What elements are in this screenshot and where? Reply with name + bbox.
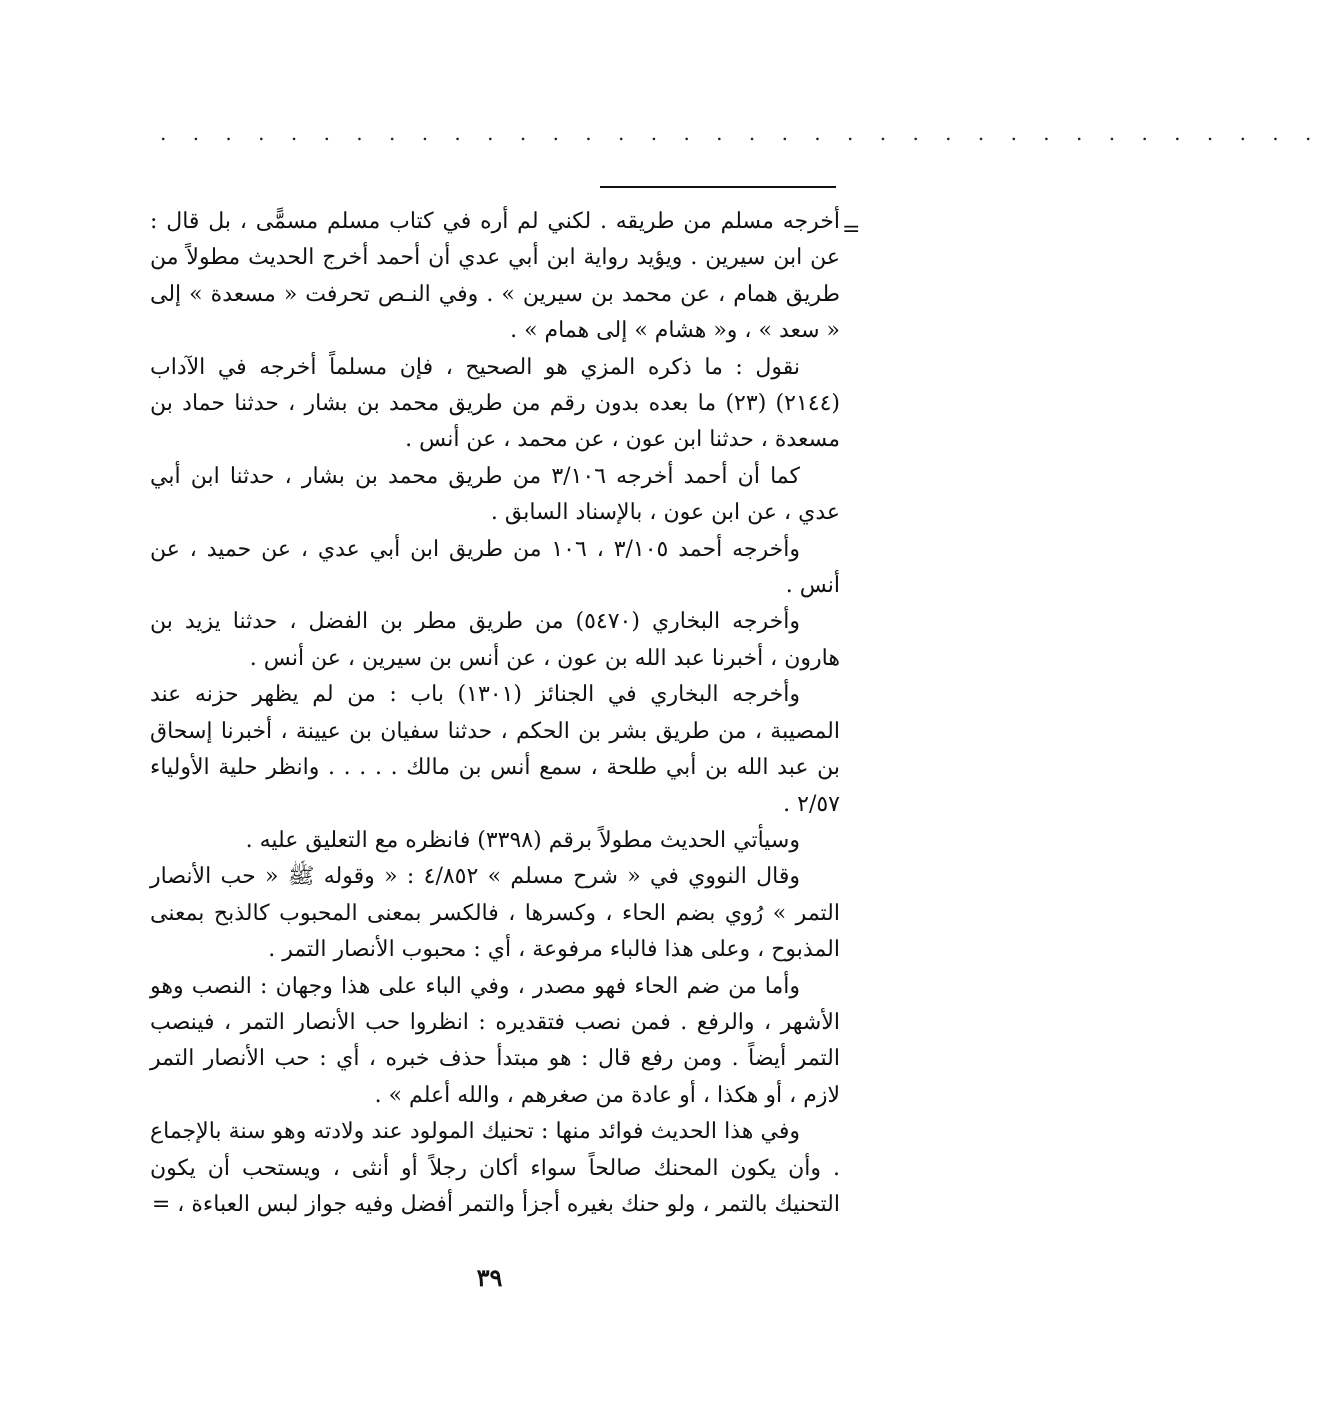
paragraph-3: كما أن أحمد أخرجه ٣/١٠٦ من طريق محمد بن بشار ، حدثنا ابن أبي عدي ، عن ابن عون ، بالإسناد السابق . — [150, 463, 840, 526]
paragraph-8: وقال النووي في « شرح مسلم » ٤/٨٥٢ : « وقوله ﷺ « حب الأنصار التمر » رُوي بضم الحاء ، وكسرها ، فالكسر بمعنى المحبوب كالذبح بمعنى المذبوح ، وعلى هذا فالباء مرفوعة ، أي : محبوب الأنصار التمر . — [150, 864, 840, 963]
paragraph-1: أخرجه مسلم من طريقه . لكني لم أره في كتاب مسلم مسمًّى ، بل قال : عن ابن سيرين . ويؤيد رواية ابن أبي عدي أن أحمد أخرج الحديث مطولاً من طريق همام ، عن محمد بن سيرين » . وفي النـص تحرفت « مسعدة » إلى « سعد » ، و« هشام » إلى همام » . — [150, 209, 840, 344]
footnote-rule — [600, 186, 836, 188]
footnote-text — [150, 204, 840, 1223]
continuation-mark: = — [842, 217, 861, 242]
paragraph-9: وأما من ضم الحاء فهو مصدر ، وفي الباء على هذا وجهان : النصب وهو الأشهر ، والرفع . فمن نصب فتقديره : انظروا حب الأنصار التمر ، فينصب التمر أيضاً . ومن رفع قال : هو مبتدأ حذف خبره ، أي : حب الأنصار التمر لازم ، أو هكذا ، أو عادة من صغرهم ، والله أعلم » . — [150, 973, 840, 1108]
paragraph-5: وأخرجه البخاري (٥٤٧٠) من طريق مطر بن الفضل ، حدثنا يزيد بن هارون ، أخبرنا عبد الله بن عون ، عن أنس بن سيرين ، عن أنس . — [150, 609, 840, 671]
paragraph-10: وفي هذا الحديث فوائد منها : تحنيك المولود عند ولادته وهو سنة بالإجماع . وأن يكون المحنك صالحاً سواء أكان رجلاً أو أنثى ، ويستحب أن يكون التحنيك بالتمر ، ولو حنك بغيره أجزأ والتمر أفضل وفيه جواز لبس العباءة ، = — [150, 1119, 840, 1217]
page-number: ٣٩ — [476, 1263, 503, 1292]
paragraph-6: وأخرجه البخاري في الجنائز (١٣٠١) باب : من لم يظهر حزنه عند المصيبة ، من طريق بشر بن الحكم ، حدثنا سفيان بن عيينة ، أخبرنا إسحاق بن عبد الله بن أبي طلحة ، سمع أنس بن مالك . . . . . وانظر حلية الأولياء ٢/٥٧ . — [150, 682, 840, 817]
paragraph-2: نقول : ما ذكره المزي هو الصحيح ، فإن مسلماً أخرجه في الآداب (٢١٤٤) (٢٣) ما بعده بدون رقم من طريق محمد بن بشار ، حدثنا حماد بن مسعدة ، حدثنا ابن عون ، عن محمد ، عن أنس . — [150, 354, 840, 453]
separator-dots: . . . . . . . . . . . . . . . . . . . . . . . . . . . . . . . . . . . . — [160, 121, 1321, 145]
paragraph-7: وسيأتي الحديث مطولاً برقم (٣٣٩٨) فانظره مع التعليق عليه . — [245, 827, 800, 853]
paragraph-4: وأخرجه أحمد ٣/١٠٥ ، ١٠٦ من طريق ابن أبي عدي ، عن حميد ، عن أنس . — [150, 536, 840, 599]
